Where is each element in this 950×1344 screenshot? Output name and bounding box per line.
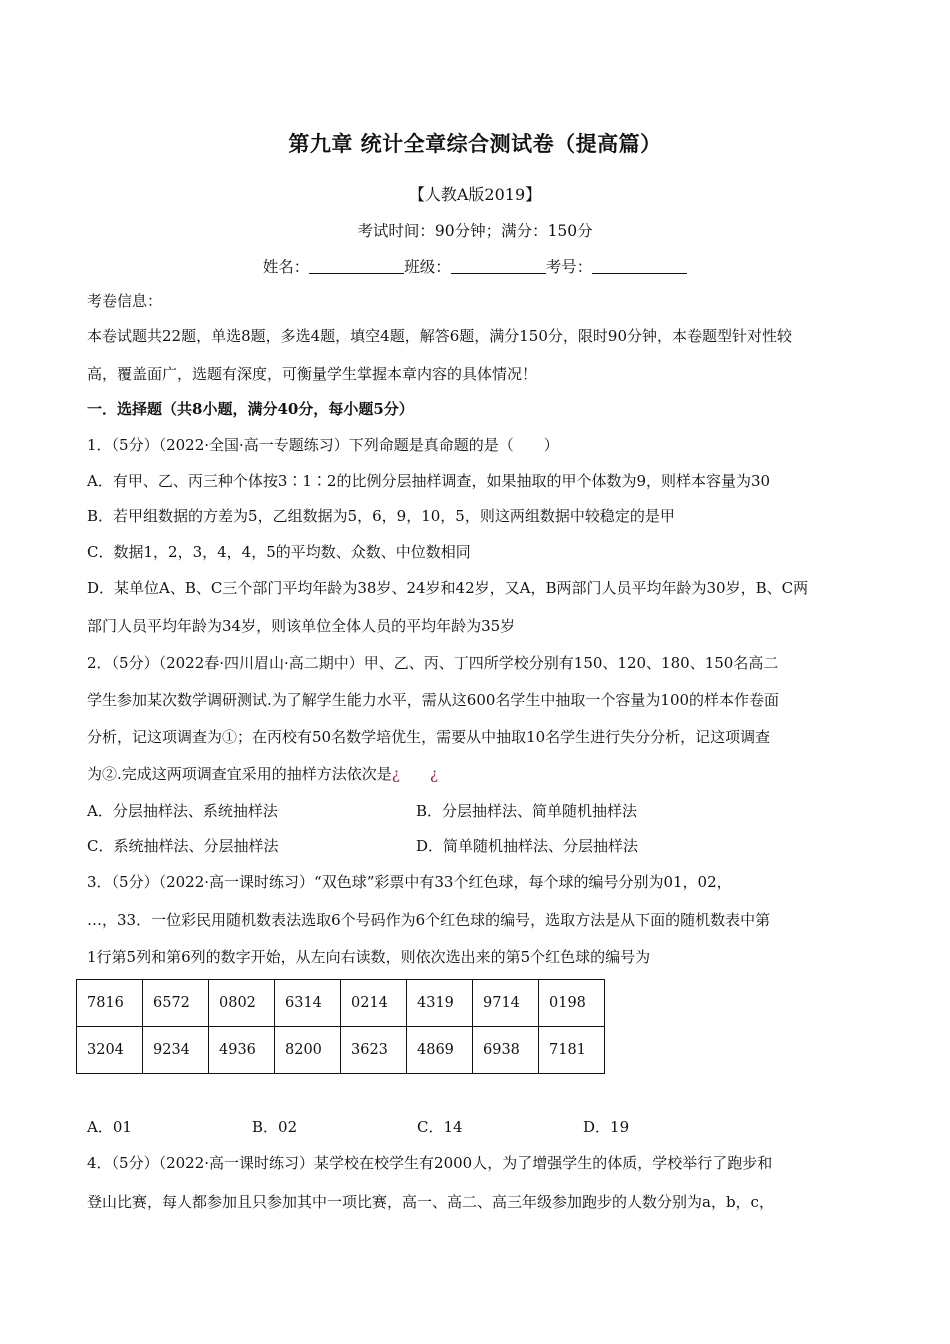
info-line-1: 本卷试题共22题，单选8题，多选4题，填空4题，解答6题，满分150分，限时90分钟，本卷题型针对性较 [87, 327, 792, 345]
q1-option-c: C．数据1，2，3，4，4，5的平均数、众数、中位数相同 [87, 543, 471, 561]
info-heading: 考卷信息： [87, 292, 163, 310]
table-cell: 9234 [143, 1027, 209, 1074]
table-cell: 4319 [407, 980, 473, 1027]
class-blank [451, 259, 546, 274]
q3-line-3: 1行第5列和第6列的数字开始，从左向右读数，则依次选出来的第5个红色球的编号为 [87, 948, 651, 966]
q1-option-b: B．若甲组数据的方差为5，乙组数据为5，6，9，10，5，则这两组数据中较稳定的是甲 [87, 507, 675, 525]
table-cell: 8200 [275, 1027, 341, 1074]
table-cell: 0802 [209, 980, 275, 1027]
name-label: 姓名： [262, 258, 310, 276]
q1-option-d-line1: D．某单位A、B、C三个部门平均年龄为38岁、24岁和42岁，又A，B两部门人员平均年龄为30岁，B、C两 [87, 579, 809, 597]
table-cell: 6938 [473, 1027, 539, 1074]
section-heading: 一．选择题（共8小题，满分40分，每小题5分） [87, 400, 414, 418]
exam-time: 考试时间：90分钟；满分：150分 [357, 222, 593, 240]
q3-option-b: B．02 [252, 1118, 298, 1136]
q2-option-b: B．分层抽样法、简单随机抽样法 [416, 802, 638, 820]
random-number-table [76, 979, 605, 1074]
id-blank [592, 259, 687, 274]
table-cell: 7816 [77, 980, 143, 1027]
q2-line-4-text: 为②.完成这两项调查宜采用的抽样方法依次是 [87, 765, 392, 783]
name-blank [309, 259, 404, 274]
table-cell: 3204 [77, 1027, 143, 1074]
q3-option-a: A．01 [87, 1118, 132, 1136]
id-label: 考号： [545, 258, 593, 276]
q3-line-2: …，33．一位彩民用随机数表法选取6个号码作为6个红色球的编号，选取方法是从下面的随机数表中第 [87, 911, 771, 929]
table-row [77, 1027, 605, 1074]
q2-paren-glyph: ¿ ¿ [391, 765, 438, 783]
table-cell: 3623 [341, 1027, 407, 1074]
q2-option-a: A．分层抽样法、系统抽样法 [87, 802, 278, 820]
table-row [77, 980, 605, 1027]
q3-option-c: C．14 [417, 1118, 463, 1136]
q1-option-d-line2: 部门人员平均年龄为34岁，则该单位全体人员的平均年龄为35岁 [87, 617, 516, 635]
page-title: 第九章 统计全章综合测试卷（提高篇） [288, 131, 662, 156]
q1-option-a: A．有甲、乙、丙三种个体按3∶1∶2的比例分层抽样调查，如果抽取的甲个体数为9，则样本容量为30 [87, 472, 771, 490]
table-cell: 4936 [209, 1027, 275, 1074]
table-cell: 6314 [275, 980, 341, 1027]
q2-line-3: 分析，记这项调查为①；在丙校有50名数学培优生，需要从中抽取10名学生进行失分分析，记这项调查 [87, 728, 771, 746]
table-cell: 7181 [539, 1027, 605, 1074]
q3-option-d: D．19 [583, 1118, 630, 1136]
q4-line-1: 4．（5分）（2022·高一课时练习）某学校在校学生有2000人，为了增强学生的体质，学校举行了跑步和 [87, 1154, 773, 1172]
table-cell: 9714 [473, 980, 539, 1027]
table-cell: 4869 [407, 1027, 473, 1074]
q2-option-d: D．简单随机抽样法、分层抽样法 [416, 837, 639, 855]
student-info-fields [0, 255, 950, 277]
edition-label: 【人教A版2019】 [408, 185, 542, 204]
info-line-2: 高，覆盖面广，选题有深度，可衡量学生掌握本章内容的具体情况！ [87, 365, 538, 383]
table-cell: 0214 [341, 980, 407, 1027]
table-cell: 0198 [539, 980, 605, 1027]
q1-stem: 1．（5分）（2022·全国·高一专题练习）下列命题是真命题的是（ ） [87, 436, 559, 454]
q2-line-1: 2．（5分）（2022春·四川眉山·高二期中）甲、乙、丙、丁四所学校分别有150、120、180、150名高二 [87, 654, 779, 672]
class-label: 班级： [404, 258, 451, 276]
q2-line-2: 学生参加某次数学调研测试.为了解学生能力水平，需从这600名学生中抽取一个容量为100的样本作卷面 [87, 691, 780, 709]
q2-option-c: C．系统抽样法、分层抽样法 [87, 837, 279, 855]
q4-line-2: 登山比赛，每人都参加且只参加其中一项比赛，高一、高二、高三年级参加跑步的人数分别为a，b，c， [87, 1193, 774, 1211]
q2-line-4 [87, 764, 877, 784]
q3-line-1: 3．（5分）（2022·高一课时练习）“双色球”彩票中有33个红色球，每个球的编号分别为01，02， [87, 873, 732, 891]
table-cell: 6572 [143, 980, 209, 1027]
